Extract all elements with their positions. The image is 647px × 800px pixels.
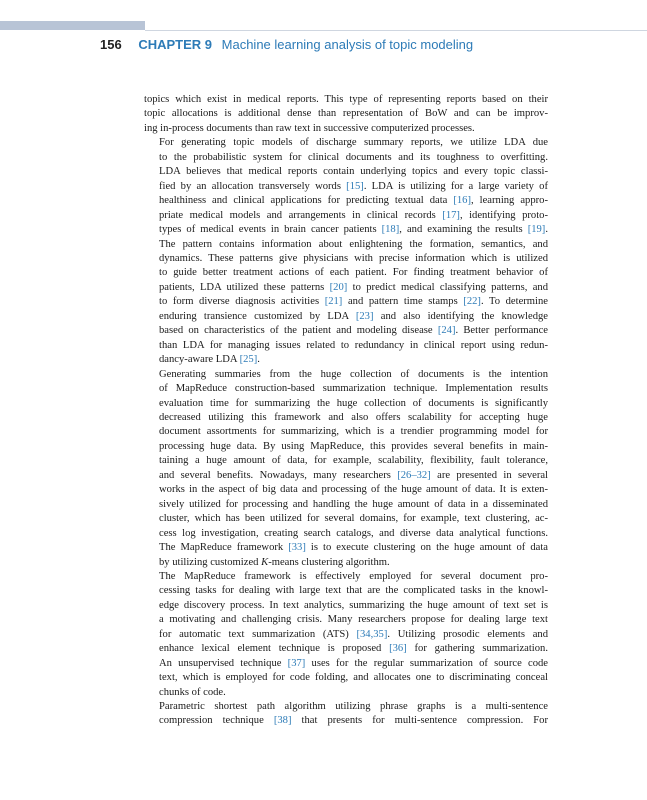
text-line: The MapReduce framework is effectively employed for several document pro- [159, 570, 548, 582]
text-line: ing in-process documents than raw text in successive computerized processes. [144, 122, 475, 134]
citation-link[interactable]: [23] [355, 310, 374, 322]
text-line: to form diverse diagnosis activities [21] and pattern time stamps [22]. To determine [159, 296, 548, 308]
text-line: topic allocations is additional dense than representation of BoW and can be improv- [144, 108, 548, 120]
text-line: by utilizing customized K-means clustering algorithm. [159, 556, 390, 568]
text-line: healthiness and clinical applications for predicting textual data [16], learning appro- [159, 195, 548, 207]
text-line: works in the aspect of big data and processing of the huge amount of data. It is exten- [159, 484, 548, 496]
citation-link[interactable]: [21] [324, 296, 343, 308]
citation-link[interactable]: [16] [453, 195, 472, 207]
text-line: sively utilized for processing and handling the huge amount of data in a disseminated [159, 498, 548, 510]
text-line: decreased utilizing this framework and also offers scalability for accepting huge [159, 411, 548, 423]
text-line: The MapReduce framework [33] is to execute clustering on the huge amount of data [159, 542, 548, 554]
citation-link[interactable]: [25] [239, 354, 258, 366]
body-text [144, 93, 548, 729]
text-line: a motivating and challenging crisis. Many researchers propose for dealing large text [159, 614, 548, 626]
citation-link[interactable]: [34,35] [356, 628, 388, 640]
text-line: types of medical events in brain cancer patients [18], and examining the results [19]. [159, 224, 548, 236]
text-line: Parametric shortest path algorithm utilizing phrase graphs is a multi-sentence [159, 701, 548, 713]
citation-link[interactable]: [18] [381, 224, 400, 236]
text-line: evaluation time for summarizing the huge collection of documents is significantly [159, 397, 548, 409]
paragraph [144, 93, 548, 136]
text-line: LDA believes that medical reports contain underlying topics and every topic classi- [159, 166, 548, 178]
text-line: document assortments for summarizing, which is a trendier programming model for [159, 426, 548, 438]
text-line: based on characteristics of the patient and modeling disease [24]. Better performance [159, 325, 548, 337]
text-line: taining a huge amount of data, for example, scalability, flexibility, fault tolerance, [159, 455, 548, 467]
header-accent-bar [0, 21, 145, 30]
citation-link[interactable]: [36] [389, 643, 407, 655]
text-line: fied by an allocation transversely words [15]. LDA is utilizing for a large variety of [159, 180, 548, 192]
text-line: cessing tasks for dealing with large text that are the complicated tasks in the knowl- [159, 585, 548, 597]
paragraph [144, 570, 548, 700]
text-line: An unsupervised technique [37] uses for the regular summarization of source code [159, 657, 548, 669]
citation-link[interactable]: [37] [287, 657, 306, 669]
page-number: 156 [100, 37, 122, 52]
citation-link[interactable]: [15] [346, 180, 364, 192]
text-line: for automatic text summarization (ATS) [34,35]. Utilizing prosodic elements and [159, 628, 548, 640]
citation-link[interactable]: [20] [329, 281, 348, 293]
chapter-label: CHAPTER 9 [138, 37, 213, 52]
text-line: than LDA for managing issues related to redundancy in clinical report using redun- [159, 339, 548, 351]
text-line: For generating topic models of discharge summary reports, we utilize LDA due [159, 137, 548, 149]
chapter-title: Machine learning analysis of topic modeling [221, 37, 474, 52]
text-line: compression technique [38] that presents for multi-sentence compression. For [159, 715, 548, 727]
citation-link[interactable]: [33] [288, 542, 306, 554]
header-rule [145, 30, 647, 31]
text-line: enduring transience customized by LDA [23] and also identifying the knowledge [159, 310, 548, 322]
text-line: and several benefits. Nowadays, many researchers [26–32] are presented in several [159, 469, 548, 481]
text-line: chunks of code. [159, 686, 226, 698]
paragraph [144, 700, 548, 729]
text-line: topics which exist in medical reports. This type of representing reports based on their [144, 94, 548, 105]
text-line: to the probabilistic system for clinical documents and its toughness to overfitting. [159, 151, 548, 163]
citation-link[interactable]: [26–32] [397, 469, 431, 481]
text-line: processing huge data. By using MapReduce, this provides several benefits in main- [159, 440, 548, 452]
text-line: edge discovery process. In text analytics, summarizing the huge amount of text set is [159, 599, 548, 611]
text-line: to guide better treatment actions of each patient. For finding treatment behavior of [159, 267, 548, 279]
paragraph [144, 136, 548, 367]
text-line: Generating summaries from the huge collection of documents is the intention [159, 368, 548, 380]
citation-link[interactable]: [38] [273, 715, 292, 727]
text-line: patients, LDA utilized these patterns [20] to predict medical classifying patterns, and [159, 281, 548, 293]
citation-link[interactable]: [17] [442, 209, 460, 221]
paragraph [144, 368, 548, 570]
text-line: cess log investigation, creating search catalogs, and diverse data analytical functions. [159, 527, 548, 539]
text-line: dancy-aware LDA [25]. [159, 354, 260, 366]
citation-link[interactable]: [22] [463, 296, 481, 308]
text-line: enhance lexical element technique is proposed [36] for gathering summarization. [159, 643, 548, 655]
text-line: dynamics. These patterns give physicians with precise information which is utilized [159, 252, 548, 264]
text-line: The pattern contains information about enlightening the formation, semantics, and [159, 238, 548, 250]
text-line: of MapReduce construction-based summarization technique. Implementation results [159, 383, 548, 395]
text-line: cluster, which has been utilized for several domains, for example, text clustering, ac- [159, 513, 548, 525]
citation-link[interactable]: [24] [437, 325, 456, 337]
text-line: text, which is employed for code folding, and allocates one to discriminating conceal [159, 672, 548, 684]
running-head [100, 36, 473, 53]
citation-link[interactable]: [19] [527, 224, 546, 236]
text-line: priate medical models and arrangements in clinical records [17], identifying proto- [159, 209, 549, 221]
